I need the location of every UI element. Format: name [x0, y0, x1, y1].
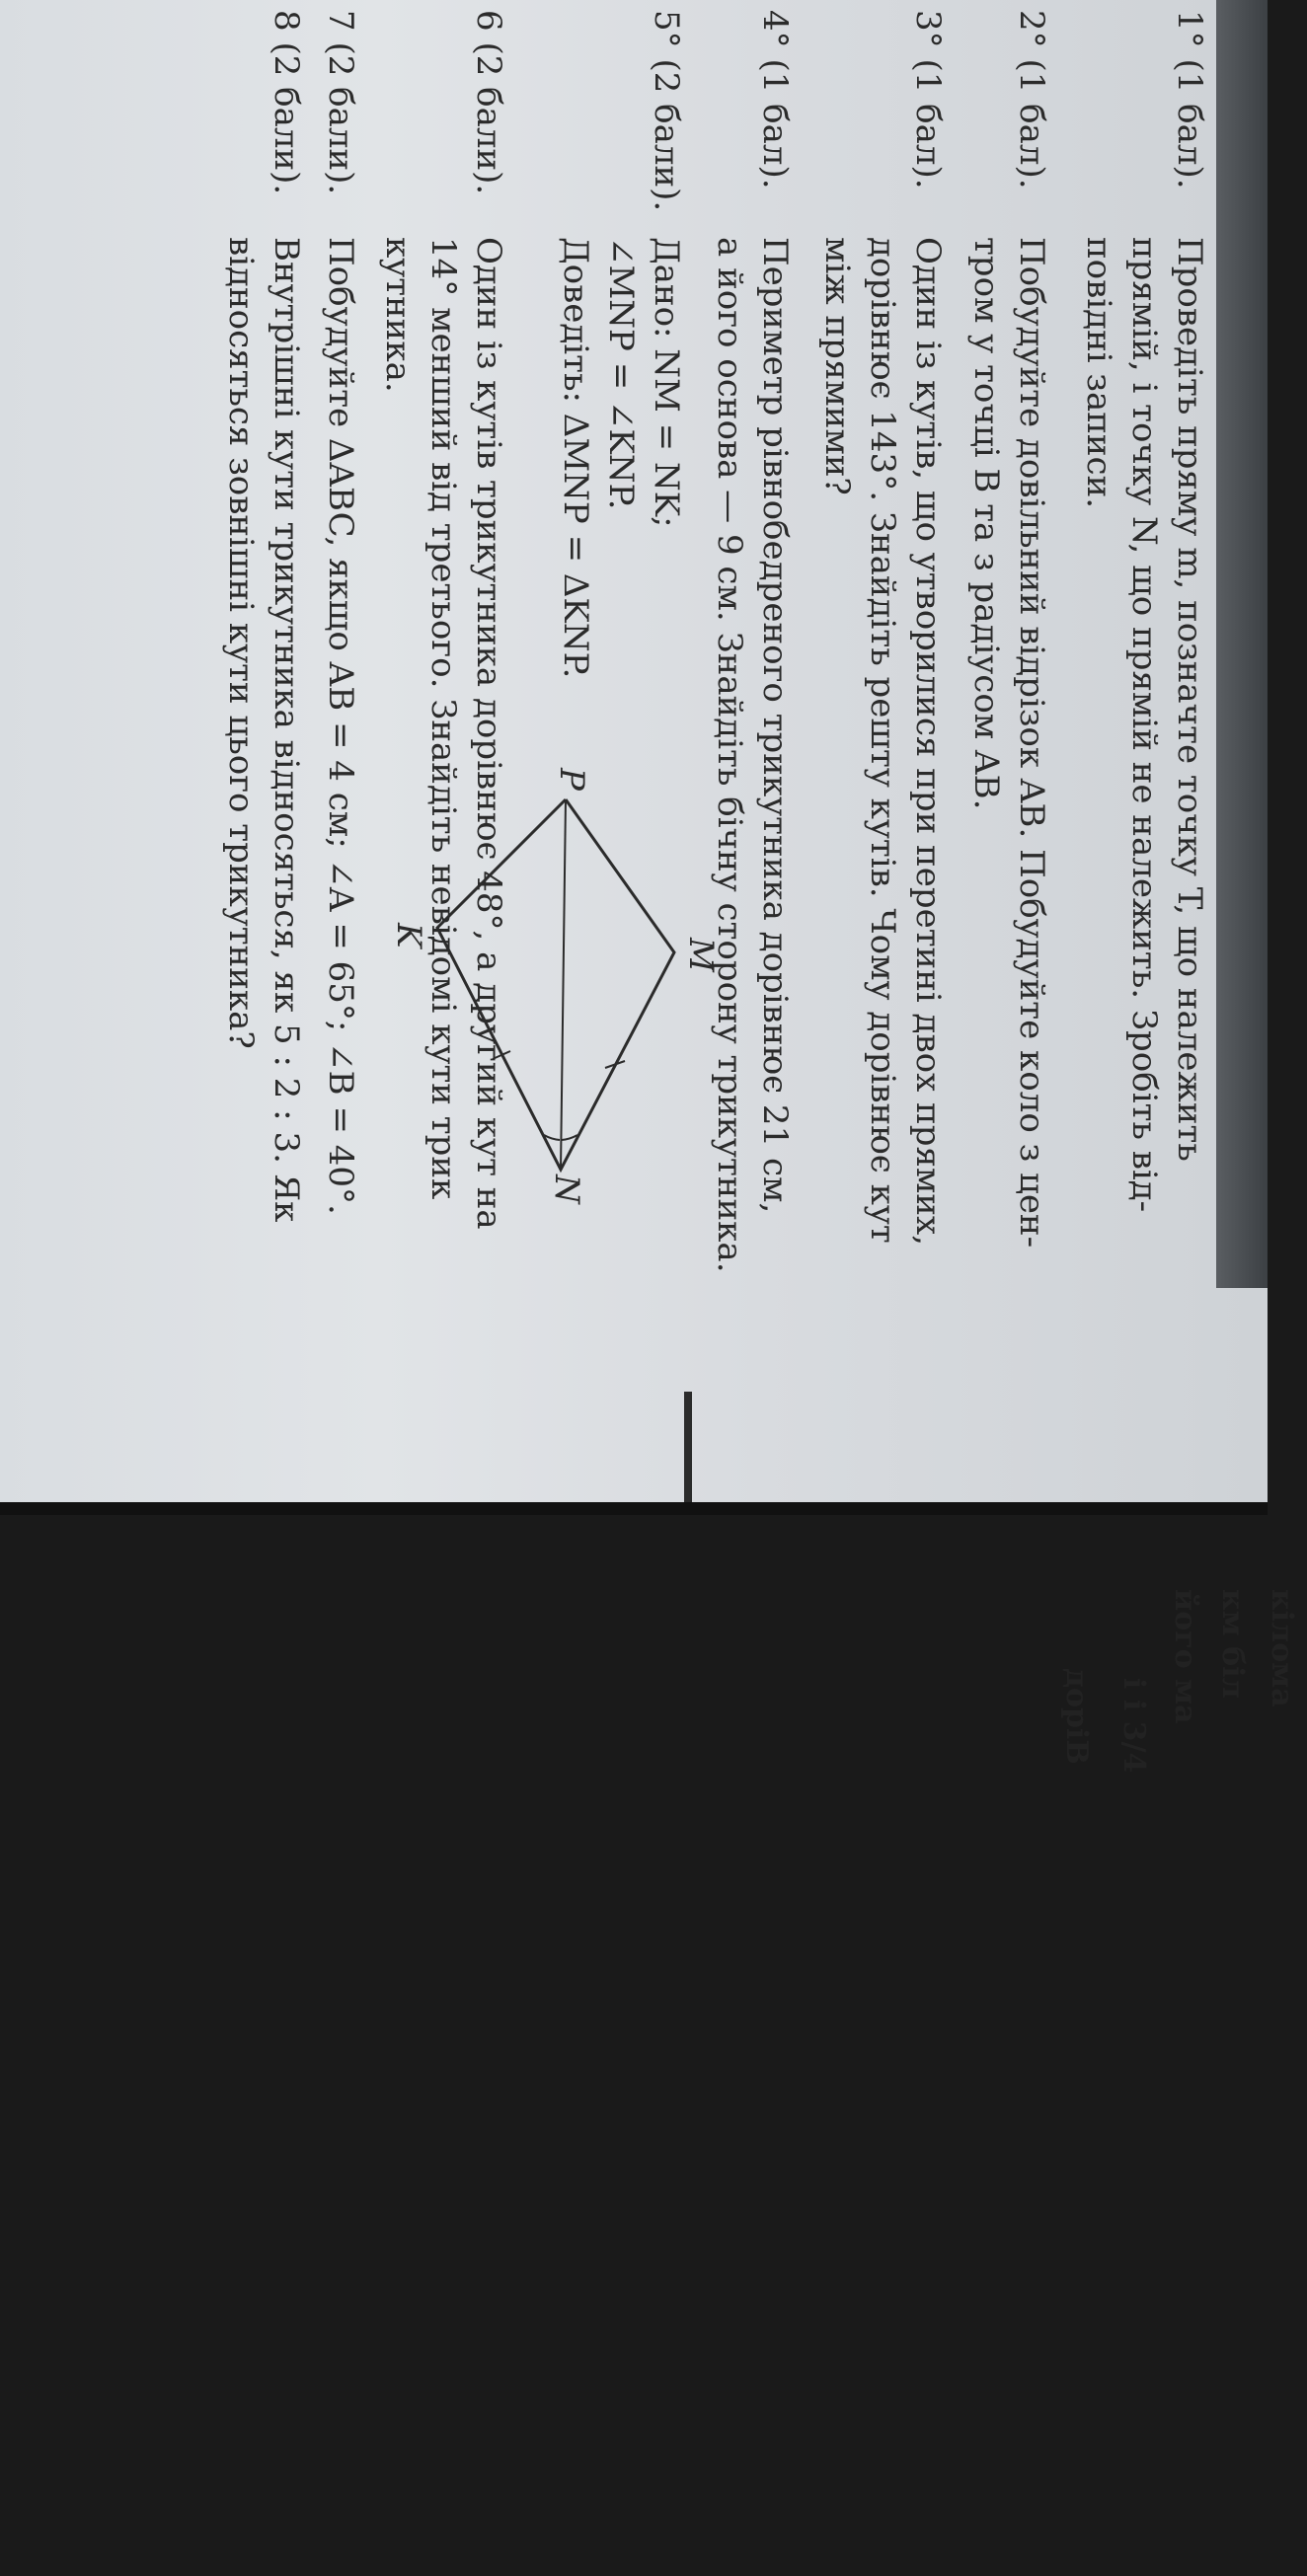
- worksheet-page: [8, 10, 1212, 1293]
- task-line: Доведіть: ΔMNP = ΔKNP.: [556, 237, 595, 679]
- task-line: відносяться зовнішні кути цього трикутника?: [221, 237, 261, 1049]
- task-4: [710, 10, 798, 1273]
- fragment-line: і і 3/4: [1116, 1678, 1151, 1774]
- task-number: 7 (2 бали).: [321, 10, 360, 195]
- task-line: між прямими?: [817, 237, 857, 495]
- task-line: Один із кутів, що утворилися при перетині двох прямих,: [908, 237, 948, 1247]
- task-number: 4° (1 бал).: [755, 10, 795, 189]
- task-line: кутника.: [378, 237, 418, 393]
- task-line: Дано: NM = NK;: [647, 237, 686, 528]
- task-line: тром у точці B та з радіусом AB.: [966, 237, 1006, 810]
- label-n: N: [547, 1174, 586, 1204]
- bottom-dark-bar: [0, 1502, 1268, 1515]
- adjacent-page-fragment: [1031, 1293, 1299, 2576]
- task-2: [966, 10, 1054, 1249]
- label-m: M: [681, 938, 721, 972]
- task-line: Внутрішні кути трикутника відносяться, як 5 : 2 : 3. Як: [267, 237, 306, 1223]
- task-7: [318, 10, 363, 1215]
- task-1: [1079, 10, 1212, 1213]
- page-edge-rule: [684, 1392, 692, 1502]
- task-number: 5° (2 бали).: [647, 10, 686, 212]
- task-line: Побудуйте ΔABC, якщо AB = 4 см; ∠A = 65°; ∠B = 40°.: [321, 237, 360, 1215]
- task-number: 3° (1 бал).: [908, 10, 948, 189]
- task-6: [378, 10, 511, 1230]
- task-line: 14° менший від третього. Знайдіть невідомі кути трик: [423, 237, 463, 1200]
- label-p: P: [552, 768, 591, 791]
- fragment-line: кілома: [1265, 1589, 1299, 1707]
- task-8: [221, 10, 309, 1223]
- task-number: 1° (1 бал).: [1170, 10, 1209, 189]
- task-line: а його основа — 9 см. Знайдіть бічну сторону трикутника.: [710, 237, 749, 1273]
- task-number: 8 (2 бали).: [267, 10, 306, 195]
- task-line: прямій, і точку N, що прямій не належить. Зробіть від-: [1124, 237, 1164, 1213]
- header-band: [1216, 0, 1268, 1288]
- task-line: Один із кутів трикутника дорівнює 48°, а другий кут на: [469, 237, 508, 1230]
- task-3: [817, 10, 951, 1247]
- diagonal-pn: [561, 799, 566, 1170]
- task-line: ∠MNP = ∠KNP.: [601, 237, 641, 510]
- task-line: дорівнює 143°. Знайдіть решту кутів. Чому дорівнює кут: [863, 237, 902, 1244]
- task-number: 2° (1 бал).: [1012, 10, 1051, 189]
- task-line: Периметр рівнобедреного трикутника дорівнює 21 см,: [755, 237, 795, 1214]
- task-5: [556, 10, 689, 679]
- task-line: повідні записи.: [1079, 237, 1118, 509]
- fragment-line: доріВ: [1059, 1668, 1094, 1765]
- label-k: K: [389, 923, 428, 948]
- task-line: Проведіть пряму m, позначте точку T, що належить: [1170, 237, 1209, 1162]
- task-line: Побудуйте довільний відрізок AB. Побудуйте коло з цен-: [1012, 237, 1051, 1249]
- task-number: 6 (2 бали).: [469, 10, 508, 195]
- fragment-line: км біл: [1215, 1589, 1250, 1699]
- fragment-line: його ма: [1168, 1589, 1202, 1724]
